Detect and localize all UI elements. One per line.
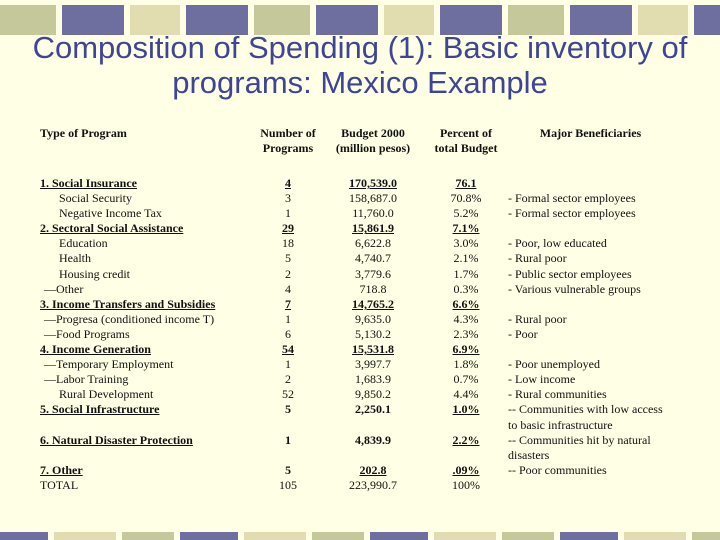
row-label: Housing credit (59, 266, 130, 281)
table-row (36, 463, 666, 478)
row-label: TOTAL (40, 477, 79, 492)
row-number: 1 (285, 311, 291, 326)
table-row (36, 282, 666, 297)
strip-segment (0, 532, 48, 540)
row-budget: 9,635.0 (355, 311, 391, 326)
row-number: 1 (285, 432, 291, 447)
row-number: 2 (285, 372, 291, 387)
row-number: 52 (282, 387, 294, 402)
table-header (36, 126, 666, 176)
row-number: 18 (282, 236, 294, 251)
row-beneficiaries: - Poor unemployed (508, 357, 600, 372)
row-beneficiaries: - Formal sector employees (508, 191, 636, 206)
table-row-total (36, 478, 666, 493)
strip-segment (244, 532, 306, 540)
row-number: 105 (279, 477, 297, 492)
row-label: Education (59, 236, 108, 251)
row-label: 2. Sectoral Social Assistance (40, 221, 184, 236)
table-row (36, 433, 666, 463)
row-beneficiaries: - Formal sector employees (508, 206, 636, 221)
row-beneficiaries: -- Poor communities (508, 462, 607, 477)
row-label: Health (59, 251, 91, 266)
row-budget: 3,779.6 (355, 266, 391, 281)
slide-title: Composition of Spending (1): Basic inventory of programs: Mexico Example (32, 30, 688, 100)
row-budget: 3,997.7 (355, 357, 391, 372)
header-percent: Percent of total Budget (434, 126, 498, 155)
strip-segment (180, 532, 238, 540)
table-row (36, 206, 666, 221)
row-number: 5 (285, 462, 291, 477)
row-beneficiaries: - Rural communities (508, 387, 607, 402)
strip-segment (560, 532, 618, 540)
row-budget: 1,683.9 (355, 372, 391, 387)
row-number: 2 (285, 266, 291, 281)
table-row (36, 251, 666, 266)
row-percent: 2.3% (453, 326, 479, 341)
strip-segment (54, 532, 116, 540)
row-percent: 76.1 (455, 176, 477, 190)
row-number: 1 (285, 206, 291, 221)
row-beneficiaries: - Various vulnerable groups (508, 281, 641, 296)
row-budget: 202.8 (359, 462, 387, 477)
row-percent: 1.0% (452, 402, 480, 417)
row-number: 1 (285, 357, 291, 372)
row-label: —Progresa (conditioned income T) (44, 311, 215, 326)
header-budget: Budget 2000 (million pesos) (335, 126, 411, 155)
row-budget: 15,861.9 (352, 221, 394, 236)
row-beneficiaries: - Public sector employees (508, 266, 632, 281)
row-percent: 6.6% (452, 296, 480, 311)
row-percent: 0.7% (453, 372, 479, 387)
table-row (36, 191, 666, 206)
row-budget: 11,760.0 (352, 206, 394, 221)
row-budget: 223,990.7 (349, 477, 397, 492)
row-beneficiaries: -- Communities hit by natural disasters (508, 432, 651, 462)
table-row (36, 312, 666, 327)
row-budget: 14,765.2 (352, 296, 394, 311)
row-percent: .09% (452, 462, 480, 477)
row-beneficiaries: - Low income (508, 372, 576, 387)
table-row (36, 357, 666, 372)
row-beneficiaries: - Poor, low educated (508, 236, 607, 251)
row-label: 3. Income Transfers and Subsidies (40, 296, 216, 311)
row-label: 6. Natural Disaster Protection (40, 432, 193, 447)
row-percent: 100% (452, 477, 480, 492)
row-budget: 170,539.0 (349, 176, 397, 190)
row-budget: 4,740.7 (355, 251, 391, 266)
header-number: Number of Programs (260, 126, 316, 155)
row-percent: 70.8% (450, 191, 482, 206)
row-percent: 6.9% (452, 342, 480, 357)
row-number: 4 (285, 176, 291, 190)
program-table (36, 126, 666, 493)
row-budget: 9,850.2 (355, 387, 391, 402)
row-beneficiaries: - Rural poor (508, 251, 567, 266)
row-label: Rural Development (59, 387, 154, 402)
row-number: 54 (282, 342, 294, 357)
row-beneficiaries: - Rural poor (508, 311, 567, 326)
row-number: 4 (285, 281, 291, 296)
row-label: —Temporary Employment (44, 357, 174, 372)
row-percent: 2.1% (453, 251, 479, 266)
row-percent: 2.2% (452, 432, 480, 447)
row-percent: 4.3% (453, 311, 479, 326)
table-row (36, 327, 666, 342)
row-number: 29 (282, 221, 294, 236)
table-row (36, 221, 666, 236)
row-label: 4. Income Generation (40, 342, 151, 357)
row-beneficiaries: - Poor (508, 326, 538, 341)
row-label: —Other (44, 281, 84, 296)
row-number: 3 (285, 191, 291, 206)
strip-segment (122, 532, 174, 540)
row-percent: 3.0% (453, 236, 479, 251)
row-label: 5. Social Infrastructure (40, 402, 160, 417)
row-label: —Food Programs (44, 326, 130, 341)
row-percent: 5.2% (453, 206, 479, 221)
table-row (36, 342, 666, 357)
table-row (36, 387, 666, 402)
row-percent: 1.8% (453, 357, 479, 372)
row-budget: 6,622.8 (355, 236, 391, 251)
strip-segment (312, 532, 364, 540)
row-budget: 158,687.0 (349, 191, 397, 206)
table-row (36, 176, 666, 191)
row-budget: 2,250.1 (355, 402, 391, 417)
table-row (36, 372, 666, 387)
strip-segment (502, 532, 554, 540)
row-percent: 4.4% (453, 387, 479, 402)
row-percent: 0.3% (453, 281, 479, 296)
strip-segment (434, 532, 496, 540)
row-number: 7 (285, 296, 291, 311)
row-label: Social Security (59, 191, 132, 206)
row-budget: 718.8 (359, 281, 387, 296)
row-percent: 1.7% (453, 266, 479, 281)
row-label: 1. Social Insurance (40, 176, 138, 190)
table-row (36, 236, 666, 251)
strip-segment (370, 532, 428, 540)
row-number: 6 (285, 326, 291, 341)
row-budget: 4,839.9 (355, 432, 391, 447)
header-beneficiaries: Major Beneficiaries (539, 126, 642, 140)
header-type: Type of Program (40, 126, 127, 140)
strip-segment (692, 532, 720, 540)
row-budget: 5,130.2 (355, 326, 391, 341)
row-number: 5 (285, 251, 291, 266)
strip-segment (624, 532, 686, 540)
table-row (36, 297, 666, 312)
row-budget: 15,531.8 (352, 342, 394, 357)
row-percent: 7.1% (452, 221, 480, 236)
row-number: 5 (285, 402, 291, 417)
row-label: 7. Other (40, 462, 83, 477)
bottom-decorative-strip (0, 532, 720, 540)
table-row (36, 402, 666, 432)
table-row (36, 267, 666, 282)
row-beneficiaries: -- Communities with low access to basic infrastructure (508, 402, 663, 432)
row-label: Negative Income Tax (59, 206, 162, 221)
row-label: —Labor Training (44, 372, 129, 387)
